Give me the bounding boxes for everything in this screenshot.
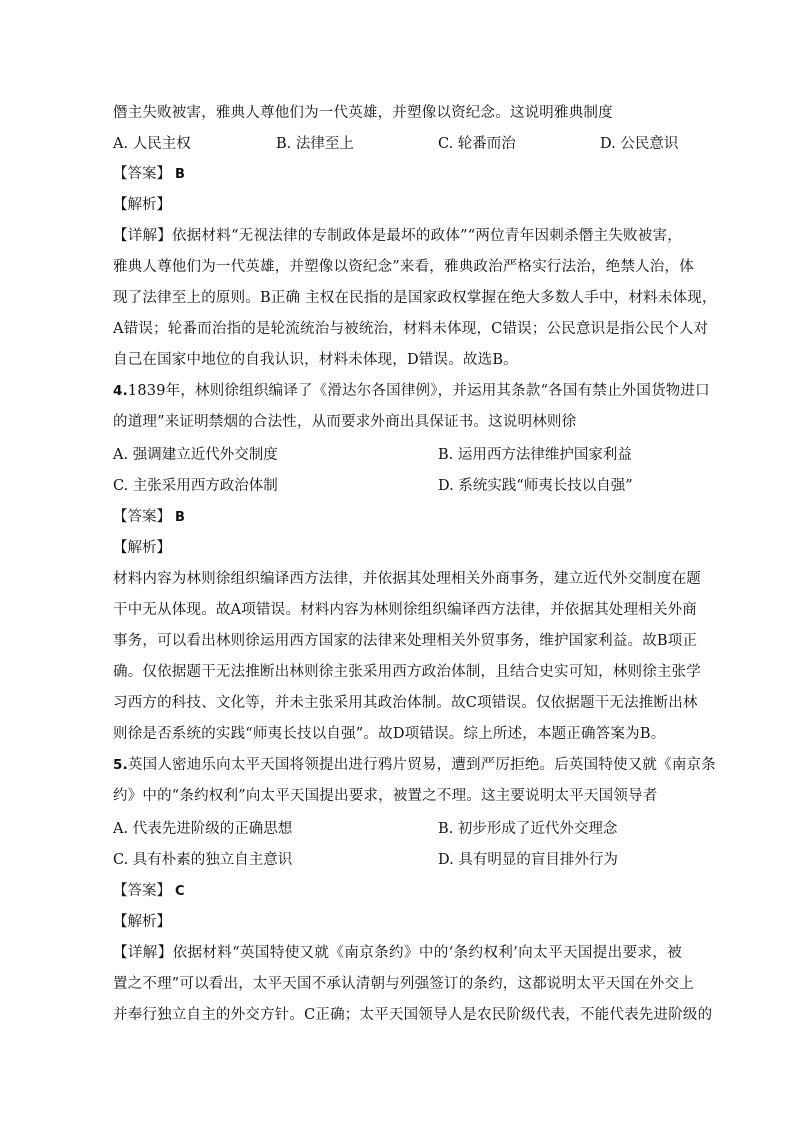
- q4-analysis-label: 【解析】: [113, 540, 171, 556]
- q4-analysis-line-2: 干中无从体现。故A项错误。材料内容为林则徐组织编译西方法律，并依据其处理相关外商: [113, 602, 697, 618]
- q5-stem-text: 英国人密迪乐向太平天国将领提出进行鸦片贸易，遭到严厉拒绝。后英国特使又就《南京条: [127, 757, 716, 773]
- q3-analysis-label: 【解析】: [113, 197, 171, 213]
- q4-stem-line-1: [113, 381, 710, 401]
- q4-analysis-line-1: 材料内容为林则徐组织编译西方法律，并依据其处理相关外商事务，建立近代外交制度在题: [113, 571, 701, 587]
- question-number: 5.: [113, 757, 128, 773]
- q5-option-d: D. 具有明显的盲目排外行为: [438, 852, 618, 868]
- q4-analysis-line-6: 则徐是否系统的实践“师夷长技以自强”。故D项错误。综上所述，本题正确答案为B。: [113, 726, 666, 742]
- q4-option-a: A. 强调建立近代外交制度: [113, 447, 278, 463]
- q3-analysis-line-2: 雅典人尊他们为一代英雄，并塑像以资纪念”来看，雅典政治严格实行法治，绝禁人治，体: [113, 259, 694, 275]
- q5-option-a: A. 代表先进阶级的正确思想: [113, 821, 293, 837]
- q5-stem-line-2: 约》中的“条约权利”向太平天国提出要求，被置之不理。这主要说明太平天国领导者: [113, 788, 658, 804]
- q4-analysis-line-4: 确。仅依据题干无法推断出林则徐主张采用西方政治体制，且结合史实可知，林则徐主张学: [113, 664, 701, 680]
- q5-analysis-label: 【解析】: [113, 914, 171, 930]
- q5-answer: [113, 881, 185, 902]
- q3-answer: [113, 164, 185, 185]
- q3-option-b: B. 法律至上: [276, 136, 354, 152]
- q4-analysis-line-3: 事务，可以看出林则徐运用西方国家的法律来处理相关外贸事务，维护国家利益。故B项正: [113, 633, 698, 649]
- q4-answer: [113, 507, 185, 528]
- answer-label: 【答案】: [113, 509, 171, 525]
- q4-stem-text: 1839年，林则徐组织编译了《滑达尔各国律例》，并运用其条款“各国有禁止外国货物进口: [127, 383, 710, 399]
- q3-option-d: D. 公民意识: [600, 136, 679, 152]
- q3-analysis-line-4: A错误；轮番而治指的是轮流统治与被统治，材料未体现，C错误；公民意识是指公民个人对: [113, 321, 709, 337]
- q3-stem-tail: 僭主失败被害，雅典人尊他们为一代英雄，并塑像以资纪念。这说明雅典制度: [113, 105, 613, 121]
- q3-analysis-line-1: 【详解】依据材料“无视法律的专制政体是最坏的政体”“两位青年因刺杀僭主失败被害，: [113, 228, 682, 244]
- q4-stem-line-2: 的道理”来证明禁烟的合法性，从而要求外商出具保证书。这说明林则徐: [113, 414, 577, 430]
- q3-option-c: C. 轮番而治: [438, 136, 516, 152]
- q5-analysis-line-1: 【详解】依据材料“英国特使又就《南京条约》中的‘条约权利’向太平天国提出要求，被: [113, 945, 682, 961]
- q4-option-d: D. 系统实践“师夷长技以自强”: [438, 478, 633, 494]
- q5-analysis-line-3: 并奉行独立自主的外交方针。C正确；太平天国领导人是农民阶级代表，不能代表先进阶级的: [113, 1007, 713, 1023]
- q3-option-a: A. 人民主权: [113, 136, 191, 152]
- q4-analysis-line-5: 习西方的科技、文化等，并未主张采用其政治体制。故C项错误。仅依据题干无法推断出林: [113, 695, 698, 711]
- q4-option-c: C. 主张采用西方政治体制: [113, 478, 278, 494]
- q5-option-b: B. 初步形成了近代外交理念: [438, 821, 618, 837]
- question-number: 4.: [113, 383, 128, 399]
- answer-value: B: [175, 167, 185, 182]
- q5-stem-line-1: [113, 755, 716, 775]
- q3-analysis-line-3: 现了法律至上的原则。B正确 主权在民指的是国家政权掌握在绝大多数人手中，材料未体现，: [113, 290, 717, 306]
- answer-label: 【答案】: [113, 883, 171, 899]
- q5-analysis-line-2: 置之不理”可以看出，太平天国不承认清朝与列强签订的条约，这都说明太平天国在外交上: [113, 976, 694, 992]
- q3-analysis-line-5: 自己在国家中地位的自我认识，材料未体现，D错误。故选B。: [113, 352, 518, 368]
- q5-option-c: C. 具有朴素的独立自主意识: [113, 852, 293, 868]
- q4-option-b: B. 运用西方法律维护国家利益: [438, 447, 632, 463]
- answer-value: C: [175, 884, 185, 899]
- answer-label: 【答案】: [113, 166, 171, 182]
- answer-value: B: [175, 510, 185, 525]
